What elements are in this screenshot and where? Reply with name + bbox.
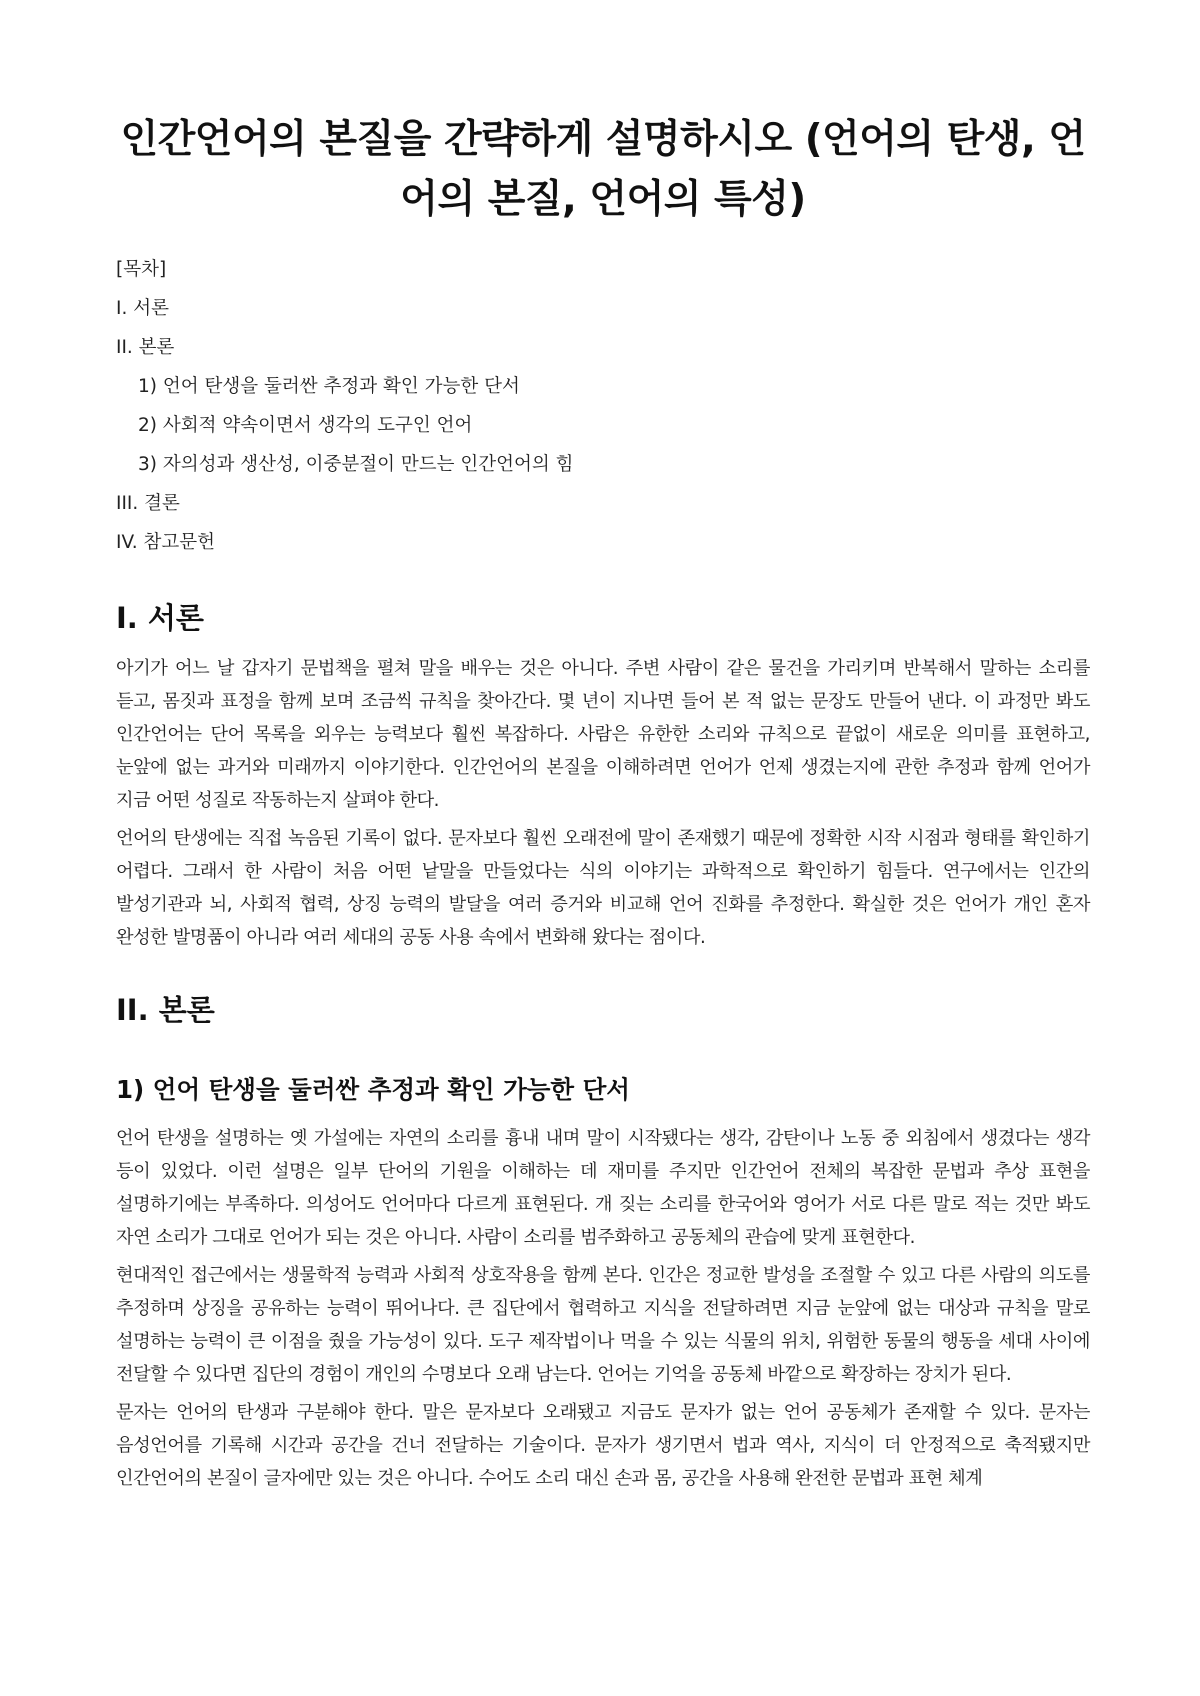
- toc-item-references: IV. 참고문헌: [116, 532, 215, 553]
- intro-paragraph-1: 아기가 어느 날 갑자기 문법책을 펼쳐 말을 배우는 것은 아니다. 주변 사람이 같은 물건을 가리키며 반복해서 말하는 소리를 듣고, 몸짓과 표정을 함께 보며 조금씩 규칙을 찾아간다. 몇 년이 지나면 들어 본 적 없는 문장도 만들어 낸다. 이 과정만 봐도 인간언어는 단어 목록을 외우는 능력보다 훨씬 복잡하다. 사람은 유한한 소리와 규칙으로 끝없이 새로운 의미를 표현하고, 눈앞에 없는 과거와 미래까지 이야기한다. 인간언어의 본질을 이해하려면 언어가 언제 생겼는지에 관한 추정과 함께 언어가 지금 어떤 성질로 작동하는지 살펴야 한다.: [116, 658, 1090, 811]
- body-paragraph-1: 언어 탄생을 설명하는 옛 가설에는 자연의 소리를 흉내 내며 말이 시작됐다는 생각, 감탄이나 노동 중 외침에서 생겼다는 생각 등이 있었다. 이런 설명은 일부 단어의 기원을 이해하는 데 재미를 주지만 인간언어 전체의 복잡한 문법과 추상 표현을 설명하기에는 부족하다. 의성어도 언어마다 다르게 표현된다. 개 짖는 소리를 한국어와 영어가 서로 다른 말로 적는 것만 봐도 자연 소리가 그대로 언어가 되는 것은 아니다. 사람이 소리를 범주화하고 공동체의 관습에 맞게 표현한다.: [116, 1128, 1090, 1248]
- toc-item-body-1: 1) 언어 탄생을 둘러싼 추정과 확인 가능한 단서: [138, 376, 520, 397]
- intro-section: [116, 598, 1090, 954]
- document-title: 인간언어의 본질을 간략하게 설명하시오 (언어의 탄생, 언어의 본질, 언어의 특성): [120, 117, 1086, 222]
- toc-item-body-2: 2) 사회적 약속이면서 생각의 도구인 언어: [138, 415, 473, 436]
- intro-paragraph-2: 언어의 탄생에는 직접 녹음된 기록이 없다. 문자보다 훨씬 오래전에 말이 존재했기 때문에 정확한 시작 시점과 형태를 확인하기 어렵다. 그래서 한 사람이 처음 어떤 낱말을 만들었다는 식의 이야기는 과학적으로 확인하기 힘들다. 연구에서는 인간의 발성기관과 뇌, 사회적 협력, 상징 능력의 발달을 여러 증거와 비교해 언어 진화를 추정한다. 확실한 것은 언어가 개인 혼자 완성한 발명품이 아니라 여러 세대의 공동 사용 속에서 변화해 왔다는 점이다.: [116, 828, 1090, 948]
- body-section: [116, 990, 1090, 1495]
- body-paragraph-2: 현대적인 접근에서는 생물학적 능력과 사회적 상호작용을 함께 본다. 인간은 정교한 발성을 조절할 수 있고 다른 사람의 의도를 추정하며 상징을 공유하는 능력이 뛰어나다. 큰 집단에서 협력하고 지식을 전달하려면 지금 눈앞에 없는 대상과 규칙을 말로 설명하는 능력이 큰 이점을 줬을 가능성이 있다. 도구 제작법이나 먹을 수 있는 식물의 위치, 위험한 동물의 행동을 세대 사이에 전달할 수 있다면 집단의 경험이 개인의 수명보다 오래 남는다. 언어는 기억을 공동체 바깥으로 확장하는 장치가 된다.: [116, 1265, 1090, 1385]
- toc-item-body: II. 본론: [116, 337, 175, 358]
- toc-item-body-3: 3) 자의성과 생산성, 이중분절이 만드는 인간언어의 힘: [138, 454, 574, 475]
- table-of-contents: [116, 250, 1090, 562]
- body-heading: II. 본론: [116, 993, 215, 1027]
- intro-heading: I. 서론: [116, 601, 204, 635]
- body-paragraph-3: 문자는 언어의 탄생과 구분해야 한다. 말은 문자보다 오래됐고 지금도 문자가 없는 언어 공동체가 존재할 수 있다. 문자는 음성언어를 기록해 시간과 공간을 건너 전달하는 기술이다. 문자가 생기면서 법과 역사, 지식이 더 안정적으로 축적됐지만 인간언어의 본질이 글자에만 있는 것은 아니다. 수어도 소리 대신 손과 몸, 공간을 사용해 완전한 문법과 표현 체계: [116, 1402, 1090, 1489]
- toc-item-intro: I. 서론: [116, 298, 169, 319]
- toc-heading: [목차]: [116, 259, 167, 280]
- toc-item-conclusion: III. 결론: [116, 493, 180, 514]
- body-subheading-1: 1) 언어 탄생을 둘러싼 추정과 확인 가능한 단서: [116, 1075, 630, 1104]
